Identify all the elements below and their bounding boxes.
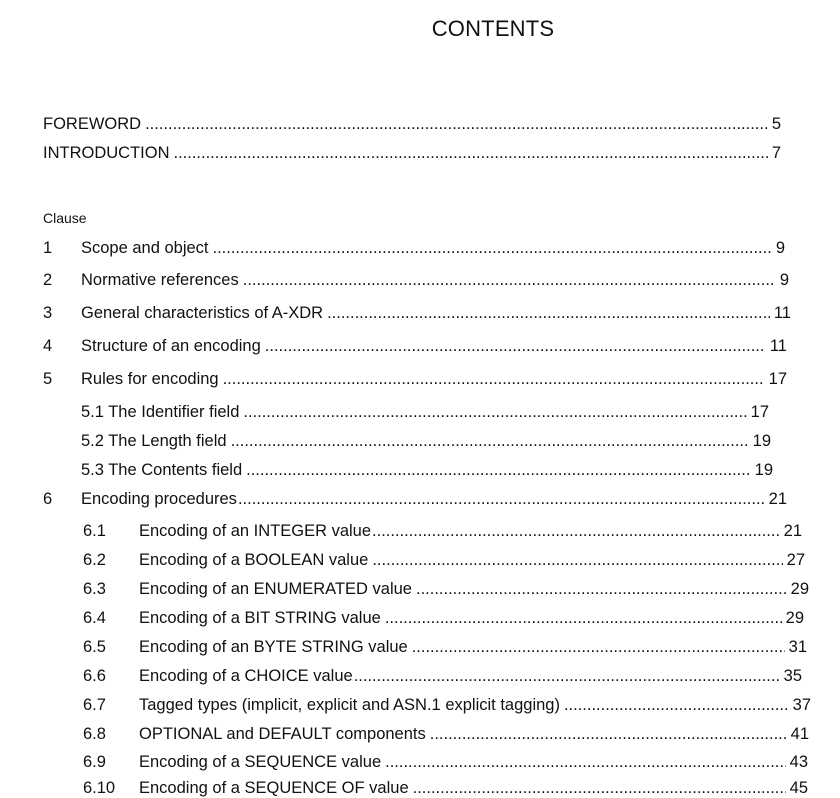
toc-entry-clause-1[interactable] (43, 238, 785, 258)
dot-leader (327, 303, 770, 323)
toc-entry-number: 6.1 (83, 522, 106, 540)
toc-entry-page: 9 (775, 239, 785, 257)
toc-entry-page: 43 (789, 753, 808, 771)
toc-entry-page: 27 (786, 551, 805, 569)
toc-entry-number: 6.8 (83, 725, 106, 743)
dot-leader (174, 143, 768, 163)
dot-leader (372, 521, 780, 541)
toc-entry-page: 21 (783, 522, 802, 540)
toc-entry-title: Encoding procedures (81, 490, 237, 508)
toc-entry-page: 29 (790, 580, 809, 598)
toc-entry-title: Normative references (81, 271, 239, 289)
dot-leader (231, 431, 749, 451)
toc-entry-clause-2[interactable] (43, 270, 789, 290)
toc-entry-number: 3 (43, 304, 53, 322)
toc-entry-page: 9 (779, 271, 789, 289)
toc-entry-title: Encoding of an ENUMERATED value (139, 580, 412, 598)
dot-leader (412, 637, 785, 657)
toc-entry-page: 5 (771, 115, 781, 133)
toc-entry-page: 11 (773, 304, 791, 322)
toc-entry-clause-6-3[interactable] (83, 579, 809, 599)
toc-entry-title: Rules for encoding (81, 370, 219, 388)
toc-entry-page: 45 (789, 779, 808, 797)
toc-entry-clause-4[interactable] (43, 336, 787, 356)
toc-entry-page: 17 (750, 403, 769, 421)
dot-leader (385, 752, 786, 772)
dot-leader (243, 270, 776, 290)
toc-entry-page: 29 (785, 609, 804, 627)
dot-leader (238, 489, 765, 509)
toc-entry-page: 41 (790, 725, 809, 743)
toc-entry-number: 6.4 (83, 609, 106, 627)
toc-entry-number: 6.7 (83, 696, 106, 714)
toc-entry-number: 6.6 (83, 667, 106, 685)
toc-entry-number: 6.5 (83, 638, 106, 656)
toc-entry-title: Encoding of a SEQUENCE value (139, 753, 382, 771)
dot-leader (354, 666, 780, 686)
toc-entry-number: 6.9 (83, 753, 106, 771)
toc-entry-foreword[interactable] (43, 114, 781, 134)
toc-entry-number: 6.2 (83, 551, 106, 569)
toc-entry-clause-6-2[interactable] (83, 550, 805, 570)
toc-entry-clause-6-5[interactable] (83, 637, 807, 657)
toc-entry-clause-6-7[interactable] (83, 695, 811, 715)
toc-entry-page: 19 (752, 432, 771, 450)
toc-entry-title: INTRODUCTION (43, 144, 170, 162)
toc-entry-title: Scope and object (81, 239, 209, 257)
clause-label: Clause (43, 210, 87, 226)
toc-entry-title: Encoding of an BYTE STRING value (139, 638, 408, 656)
toc-entry-number: 5 (43, 370, 53, 388)
toc-entry-number: 6.10 (83, 779, 116, 797)
toc-entry-number: 4 (43, 337, 53, 355)
dot-leader (223, 369, 765, 389)
dot-leader (416, 579, 787, 599)
toc-entry-clause-5-3[interactable] (81, 460, 773, 480)
toc-entry-clause-6-4[interactable] (83, 608, 804, 628)
toc-entry-title: FOREWORD (43, 115, 142, 133)
toc-entry-title: OPTIONAL and DEFAULT components (139, 725, 426, 743)
dot-leader (145, 114, 768, 134)
toc-entry-clause-6-9[interactable] (83, 752, 808, 772)
toc-entry-title: 5.2 The Length field (81, 432, 227, 450)
dot-leader (246, 460, 751, 480)
toc-entry-clause-5-1[interactable] (81, 402, 769, 422)
dot-leader (213, 238, 772, 258)
toc-entry-page: 31 (788, 638, 807, 656)
toc-entry-page: 21 (768, 490, 787, 508)
toc-entry-page: 11 (769, 337, 787, 355)
toc-entry-page: 19 (754, 461, 773, 479)
toc-entry-clause-6[interactable] (43, 489, 787, 509)
toc-entry-title: 5.1 The Identifier field (81, 403, 240, 421)
toc-entry-clause-6-6[interactable] (83, 666, 802, 686)
toc-entry-title: Encoding of a BIT STRING value (139, 609, 381, 627)
dot-leader (430, 724, 787, 744)
dot-leader (413, 778, 786, 798)
toc-entry-number: 1 (43, 239, 53, 257)
toc-entry-title: Encoding of an INTEGER value (139, 522, 372, 540)
toc-entry-page: 35 (783, 667, 802, 685)
toc-entry-title: General characteristics of A-XDR (81, 304, 324, 322)
toc-entry-number: 6.3 (83, 580, 106, 598)
toc-entry-title: Encoding of a BOOLEAN value (139, 551, 369, 569)
toc-entry-page: 37 (792, 696, 811, 714)
toc-entry-title: Tagged types (implicit, explicit and ASN.1 explicit tagging) (139, 696, 560, 714)
toc-entry-clause-6-8[interactable] (83, 724, 809, 744)
toc-entry-clause-6-1[interactable] (83, 521, 802, 541)
toc-entry-title: Encoding of a SEQUENCE OF value (139, 779, 409, 797)
toc-entry-clause-5[interactable] (43, 369, 787, 389)
toc-entry-number: 2 (43, 271, 53, 289)
dot-leader (385, 608, 782, 628)
toc-entry-clause-3[interactable] (43, 303, 791, 323)
toc-entry-introduction[interactable] (43, 143, 781, 163)
toc-entry-page: 7 (771, 144, 781, 162)
toc-entry-title: Encoding of a CHOICE value (139, 667, 353, 685)
toc-entry-clause-6-10[interactable] (83, 778, 808, 798)
dot-leader (564, 695, 789, 715)
toc-entry-clause-5-2[interactable] (81, 431, 771, 451)
dot-leader (372, 550, 782, 570)
dot-leader (243, 402, 746, 422)
dot-leader (265, 336, 766, 356)
toc-entry-page: 17 (768, 370, 787, 388)
page-title: CONTENTS (431, 16, 555, 41)
toc-entry-title: Structure of an encoding (81, 337, 261, 355)
toc-entry-title: 5.3 The Contents field (81, 461, 243, 479)
toc-entry-number: 6 (43, 490, 53, 508)
